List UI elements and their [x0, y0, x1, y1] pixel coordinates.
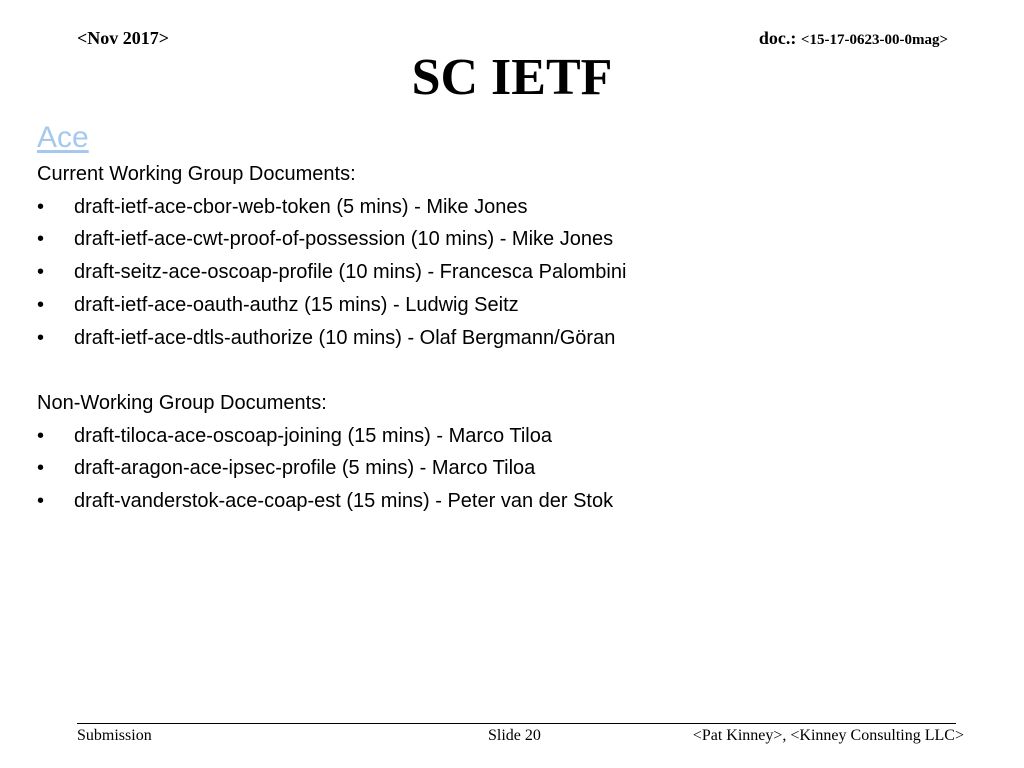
non-working-group-list: [37, 420, 987, 518]
slide-body: [37, 118, 987, 518]
list-item-text: draft-ietf-ace-dtls-authorize (10 mins) - Olaf Bergmann/Göran: [74, 326, 616, 349]
footer-submission: Submission: [77, 727, 152, 744]
working-group-list: [37, 191, 987, 355]
list-item-text: draft-ietf-ace-cbor-web-token (5 mins) - Mike Jones: [74, 195, 528, 218]
list-item: [37, 452, 987, 485]
list-item-text: draft-ietf-ace-cwt-proof-of-possession (10 mins) - Mike Jones: [74, 228, 614, 251]
slide-title: SC IETF: [411, 49, 613, 106]
footer-author: <Pat Kinney>, <Kinney Consulting LLC>: [692, 727, 964, 744]
footer-divider: [77, 723, 956, 724]
list-item-text: draft-tiloca-ace-oscoap-joining (15 mins) - Marco Tiloa: [74, 424, 552, 447]
list-item: [37, 223, 987, 256]
bullet: •: [37, 228, 45, 251]
list-item-text: draft-vanderstok-ace-coap-est (15 mins) - Peter van der Stok: [74, 490, 614, 513]
list-item: [37, 256, 987, 289]
bullet: •: [37, 195, 45, 218]
spacer: [37, 354, 987, 387]
list-item: [37, 322, 987, 355]
doc-prefix: doc.:: [758, 28, 801, 48]
non-working-group-heading: Non-Working Group Documents:: [37, 391, 327, 414]
working-group-heading: Current Working Group Documents:: [37, 163, 356, 185]
list-item: [37, 289, 987, 322]
bullet: •: [37, 457, 45, 480]
doc-number: <15-17-0623-00-0mag>: [800, 32, 948, 48]
bullet: •: [37, 424, 45, 447]
bullet: •: [37, 490, 45, 513]
bullet: •: [37, 326, 45, 349]
list-item: [37, 485, 987, 518]
bullet: •: [37, 261, 45, 284]
list-item-text: draft-aragon-ace-ipsec-profile (5 mins) - Marco Tiloa: [74, 457, 536, 480]
list-item-text: draft-ietf-ace-oauth-authz (15 mins) - Ludwig Seitz: [74, 293, 519, 316]
list-item: [37, 420, 987, 453]
list-item: [37, 191, 987, 224]
footer-slide-number: Slide 20: [488, 727, 541, 744]
list-item-text: draft-seitz-ace-oscoap-profile (10 mins) - Francesca Palombini: [74, 261, 627, 284]
bullet: •: [37, 293, 45, 316]
header-date: <Nov 2017>: [77, 28, 170, 48]
ace-link[interactable]: Ace: [37, 121, 89, 154]
